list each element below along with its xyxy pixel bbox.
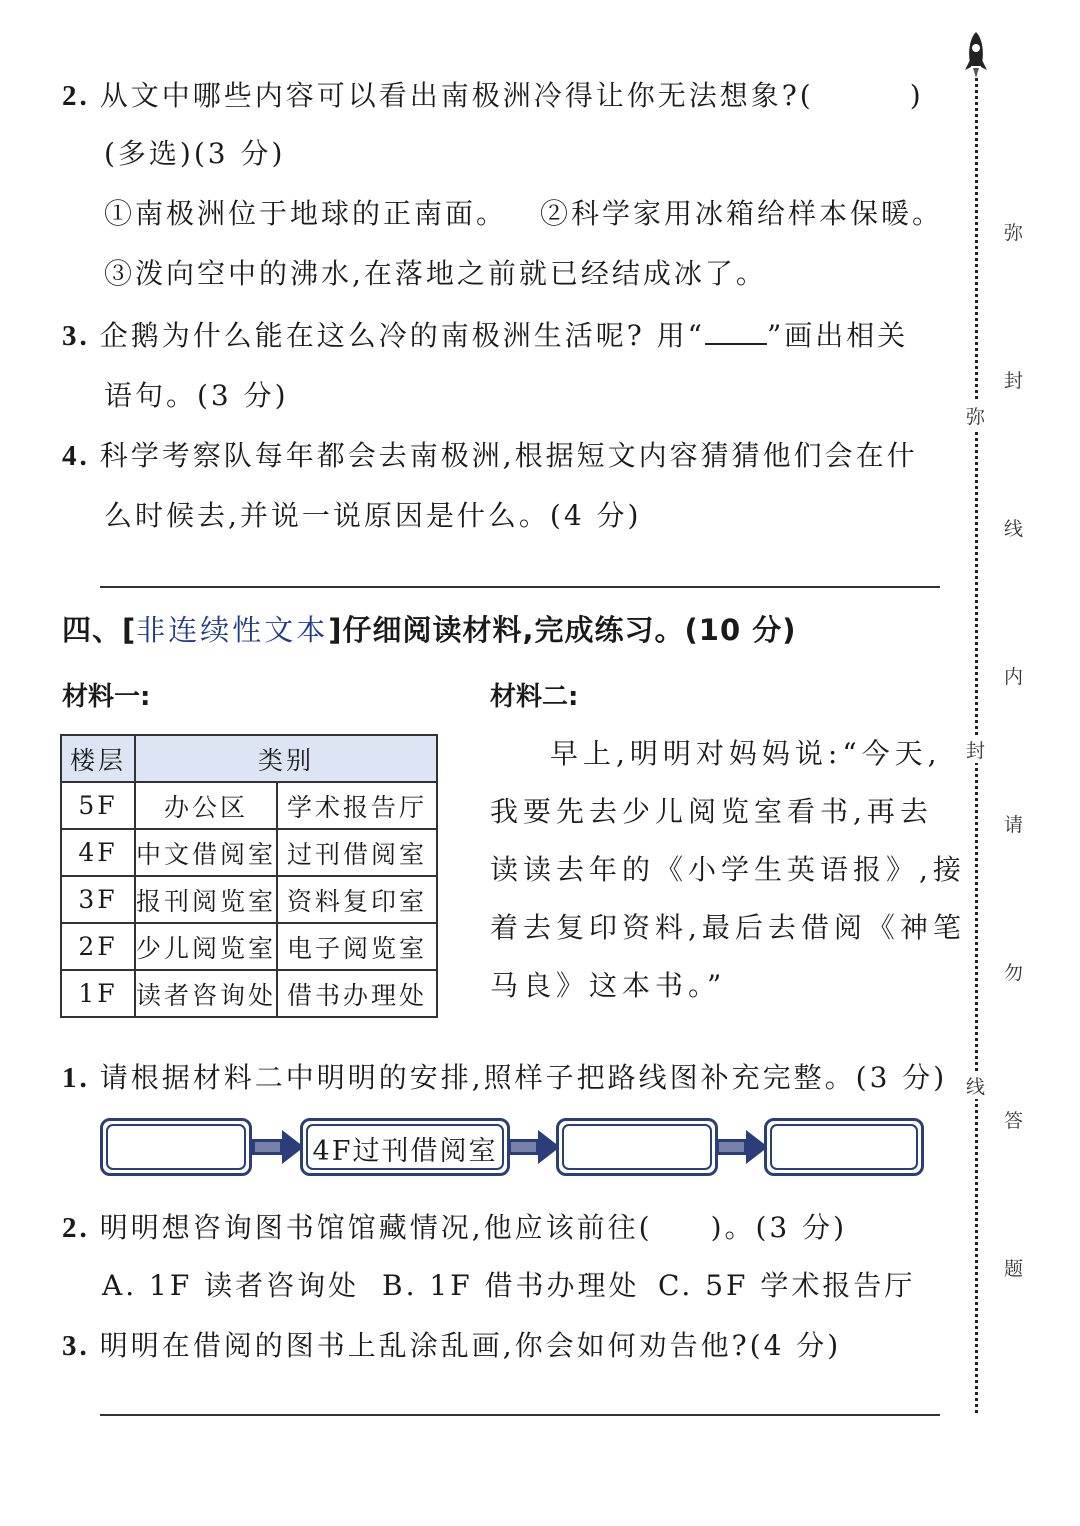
room-cell: 电子阅览室 <box>277 923 437 970</box>
material2-label: 材料二: <box>490 682 579 712</box>
q3-number: 3. <box>62 320 90 352</box>
q4-line2: 么时候去,并说一说原因是什么。(4 分) <box>104 499 642 532</box>
floor-cell: 1F <box>61 970 135 1017</box>
q3-line1 <box>62 314 908 354</box>
margin-char: 请 <box>1004 814 1024 836</box>
q3-text-b: ”画出相关 <box>766 319 909 352</box>
route-box-4[interactable] <box>764 1118 924 1176</box>
header-floor: 楼层 <box>61 735 135 782</box>
room-cell: 读者咨询处 <box>135 970 277 1017</box>
s4-q2-number: 2. <box>62 1212 90 1244</box>
route-arrow-icon <box>508 1130 560 1164</box>
table-row <box>61 970 437 1017</box>
margin-char: 内 <box>1004 666 1024 688</box>
s4-q2-option-b[interactable]: B. 1F 借书办理处 <box>382 1269 640 1302</box>
section4-heading <box>62 608 797 649</box>
q3-line2: 语句。(3 分) <box>104 379 289 412</box>
room-cell: 学术报告厅 <box>277 782 437 829</box>
underline-sample <box>705 323 767 345</box>
floor-cell: 2F <box>61 923 135 970</box>
s4-q1-text: 请根据材料二中明明的安排,照样子把路线图补充完整。(3 分) <box>99 1061 948 1094</box>
margin-char: 题 <box>1004 1258 1024 1280</box>
s4-q3-line <box>62 1324 841 1364</box>
q2-text: 从文中哪些内容可以看出南极洲冷得让你无法想象?( <box>99 79 814 112</box>
material2-line: 着去复印资料,最后去借阅《神笔 <box>490 911 966 944</box>
table-row <box>61 876 437 923</box>
material2-line: 早上,明明对妈妈说:“今天, <box>550 737 942 770</box>
q2-option-1: ①南极洲位于地球的正南面。 <box>104 197 508 230</box>
material2-line: 马良》这本书。” <box>490 969 727 1002</box>
room-cell: 资料复印室 <box>277 876 437 923</box>
room-cell: 中文借阅室 <box>135 829 277 876</box>
table-row <box>61 829 437 876</box>
route-box-example <box>300 1118 510 1176</box>
margin-char-inner: 弥 <box>966 402 985 429</box>
room-cell: 过刊借阅室 <box>277 829 437 876</box>
section4-prefix: 四、[ <box>62 613 137 647</box>
floor-cell: 3F <box>61 876 135 923</box>
s4-q2-option-c[interactable]: C. 5F 学术报告厅 <box>658 1269 916 1302</box>
floor-cell: 5F <box>61 782 135 829</box>
q2-line2: (多选)(3 分) <box>104 137 286 170</box>
margin-char-inner: 线 <box>966 1072 985 1099</box>
margin-char: 勿 <box>1004 962 1024 984</box>
q2-option-2: ②科学家用冰箱给样本保暖。 <box>540 197 944 230</box>
header-category: 类别 <box>135 735 437 782</box>
route-box-1[interactable] <box>100 1118 252 1176</box>
floor-cell: 4F <box>61 829 135 876</box>
room-cell: 借书办理处 <box>277 970 437 1017</box>
q2-option-3: ③泼向空中的沸水,在落地之前就已经结成冰了。 <box>104 257 767 290</box>
material1-label: 材料一: <box>62 682 151 712</box>
margin-char: 线 <box>1004 518 1024 540</box>
route-arrow-icon <box>716 1130 768 1164</box>
s4-q3-text: 明明在借阅的图书上乱涂乱画,你会如何劝告他?(4 分) <box>99 1329 842 1362</box>
material2-line: 我要先去少儿阅览室看书,再去 <box>490 795 933 828</box>
material2-line: 读读去年的《小学生英语报》,接 <box>490 853 966 886</box>
margin-char: 弥 <box>1004 222 1024 244</box>
table-row <box>61 782 437 829</box>
q2-close-paren: ) <box>909 79 924 112</box>
section4-title: ]仔细阅读材料,完成练习。(10 分) <box>328 613 797 647</box>
s4-q1-number: 1. <box>62 1062 90 1094</box>
q4-line1 <box>62 434 918 474</box>
room-cell: 报刊阅览室 <box>135 876 277 923</box>
q4-number: 4. <box>62 440 90 472</box>
s4-q2-text: 明明想咨询图书馆馆藏情况,他应该前往( <box>99 1211 653 1244</box>
q4-text: 科学考察队每年都会去南极洲,根据短文内容猜猜他们会在什 <box>99 439 918 472</box>
table-row <box>61 923 437 970</box>
q2-line1 <box>62 74 924 114</box>
s4-q1-line <box>62 1056 947 1096</box>
q3-text-a: 企鹅为什么能在这么冷的南极洲生活呢? 用“ <box>99 319 705 352</box>
route-box-3[interactable] <box>556 1118 718 1176</box>
floor-table <box>60 734 438 1018</box>
room-cell: 办公区 <box>135 782 277 829</box>
s4-q2-line <box>62 1206 847 1246</box>
margin-char-inner: 封 <box>966 736 985 763</box>
rocket-icon <box>962 30 990 80</box>
q2-number: 2. <box>62 80 90 112</box>
s4-q3-number: 3. <box>62 1330 90 1362</box>
route-example-text: 4F过刊借阅室 <box>312 1136 498 1167</box>
answer-line-q4[interactable] <box>100 586 940 588</box>
margin-char: 封 <box>1004 370 1024 392</box>
table-header-row <box>61 735 437 782</box>
s4-q2-option-a[interactable]: A. 1F 读者咨询处 <box>102 1269 360 1302</box>
margin-char: 答 <box>1004 1110 1024 1132</box>
room-cell: 少儿阅览室 <box>135 923 277 970</box>
s4-q2-close: )。(3 分) <box>710 1211 848 1244</box>
route-arrow-icon <box>252 1130 304 1164</box>
section4-tag: 非连续性文本 <box>136 613 329 647</box>
answer-line-s4-q3[interactable] <box>100 1414 940 1416</box>
